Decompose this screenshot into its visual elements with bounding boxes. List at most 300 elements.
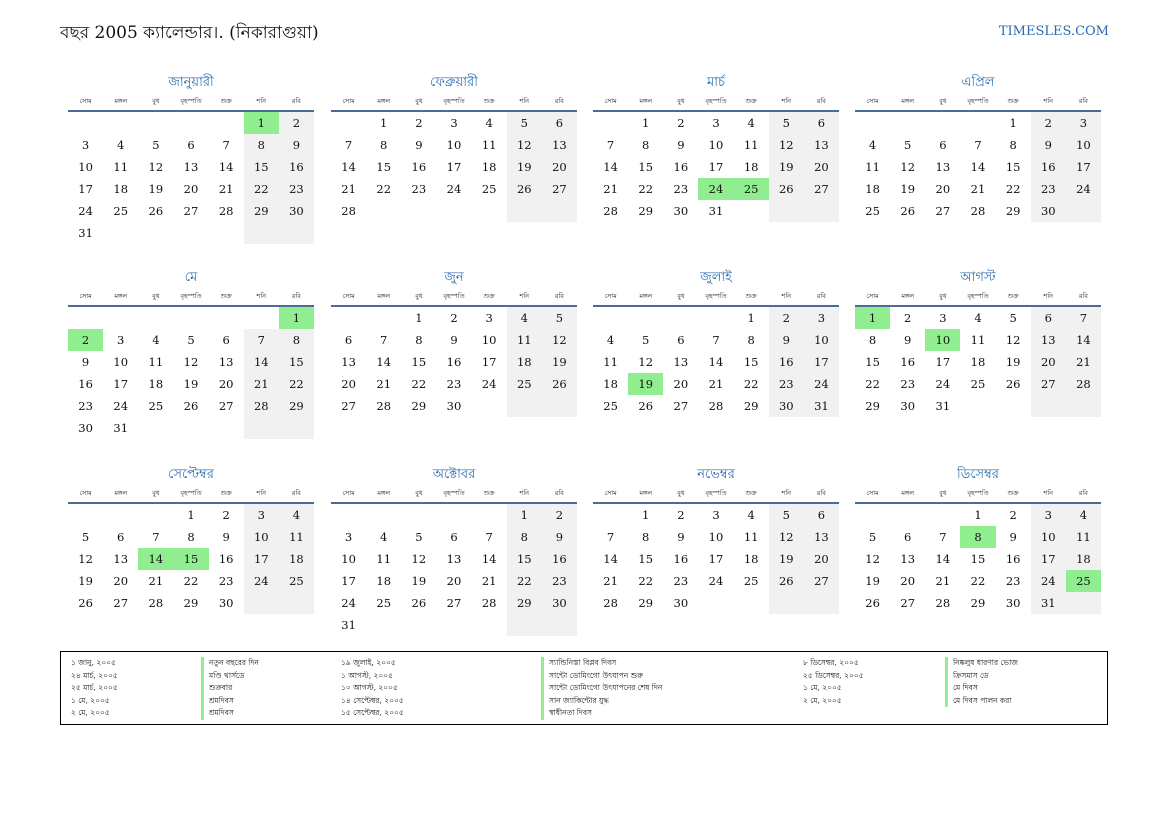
day-cell: 21 bbox=[970, 182, 986, 196]
day-cell: 16 bbox=[1005, 552, 1021, 566]
weekday-label: শুক্র bbox=[220, 97, 232, 105]
day-cell: 10 bbox=[1031, 526, 1066, 548]
day-cell: 10 bbox=[78, 160, 93, 174]
empty-cell bbox=[173, 112, 208, 134]
day-cell: 3 bbox=[344, 530, 353, 544]
day-cell: 31 bbox=[708, 204, 724, 218]
day-cell: 16 bbox=[218, 552, 234, 566]
legend-date: ২৪ মার্চ, ২০০৫ bbox=[71, 670, 118, 680]
weekday-label: বুধ bbox=[677, 292, 685, 300]
day-cell: 5 bbox=[152, 138, 160, 152]
weekday-label: মঙ্গল bbox=[901, 97, 915, 105]
weekday-label: সোম bbox=[866, 292, 879, 300]
day-cell: 25 bbox=[970, 377, 986, 391]
day-cell: 22 bbox=[183, 574, 199, 588]
weekday-label: শনি bbox=[256, 97, 267, 105]
empty-cell bbox=[472, 614, 507, 636]
legend-holiday-name: ক্রিসমাস ডে bbox=[945, 670, 1018, 683]
weekday-header bbox=[331, 93, 577, 112]
day-cell: 28 bbox=[218, 204, 234, 218]
empty-cell bbox=[138, 222, 173, 244]
day-cell: 25 bbox=[603, 399, 618, 413]
weekday-label: সোম bbox=[604, 489, 617, 497]
day-cell: 2 bbox=[904, 311, 912, 325]
empty-cell bbox=[103, 112, 138, 134]
day-cell: 15 bbox=[411, 355, 427, 369]
day-cell: 18 bbox=[507, 351, 542, 373]
day-cell: 6 bbox=[939, 138, 947, 152]
day-cell: 9 bbox=[769, 329, 804, 351]
empty-cell bbox=[68, 307, 103, 329]
day-cell: 1 bbox=[642, 508, 650, 522]
day-cell: 1 bbox=[244, 112, 279, 134]
day-cell: 13 bbox=[804, 526, 839, 548]
day-cell: 26 bbox=[507, 178, 542, 200]
day-cell: 26 bbox=[900, 204, 916, 218]
day-cell: 9 bbox=[1009, 530, 1017, 544]
legend-date: ১ মে, ২০০৫ bbox=[803, 683, 842, 692]
empty-cell bbox=[769, 592, 804, 614]
day-cell: 31 bbox=[1031, 592, 1066, 614]
empty-cell bbox=[138, 417, 173, 439]
month-name: মে bbox=[184, 270, 198, 285]
day-cell: 24 bbox=[113, 399, 129, 413]
day-cell: 20 bbox=[218, 377, 234, 391]
empty-cell bbox=[855, 504, 890, 526]
empty-cell bbox=[593, 504, 628, 526]
legend-date: ১৪ সেপ্টেম্বর, ২০০৫ bbox=[341, 695, 404, 705]
day-cell: 17 bbox=[708, 552, 724, 566]
day-cell: 29 bbox=[1005, 204, 1021, 218]
empty-cell bbox=[244, 307, 279, 329]
day-cell: 4 bbox=[606, 333, 615, 347]
month-name: আগস্ট bbox=[960, 270, 996, 285]
weekday-label: বুধ bbox=[415, 489, 423, 497]
day-cell: 8 bbox=[642, 138, 650, 152]
empty-cell bbox=[542, 614, 577, 636]
empty-cell bbox=[173, 307, 208, 329]
day-cell: 13 bbox=[113, 552, 129, 566]
weekday-label: বুধ bbox=[415, 97, 423, 105]
day-cell: 21 bbox=[603, 574, 618, 588]
day-cell: 31 bbox=[804, 395, 839, 417]
day-cell: 23 bbox=[78, 399, 93, 413]
day-cell: 22 bbox=[376, 182, 392, 196]
empty-cell bbox=[925, 504, 960, 526]
day-cell: 11 bbox=[603, 355, 618, 369]
day-cell: 5 bbox=[642, 333, 650, 347]
day-cell: 3 bbox=[81, 138, 90, 152]
empty-cell bbox=[960, 395, 995, 417]
day-cell: 3 bbox=[1031, 504, 1066, 526]
day-cell: 27 bbox=[218, 399, 234, 413]
day-cell: 17 bbox=[446, 160, 462, 174]
day-cell: 9 bbox=[677, 138, 685, 152]
day-grid bbox=[855, 112, 1101, 222]
weekday-header bbox=[593, 93, 839, 112]
day-cell: 23 bbox=[1005, 574, 1021, 588]
day-cell: 20 bbox=[183, 182, 199, 196]
day-cell: 2 bbox=[542, 504, 577, 526]
month-block bbox=[68, 268, 314, 439]
day-cell: 1 bbox=[855, 307, 890, 329]
month-name: জানুয়ারী bbox=[168, 75, 214, 90]
day-cell: 12 bbox=[865, 552, 880, 566]
day-cell: 8 bbox=[415, 333, 423, 347]
weekday-label: বৃহস্পতি bbox=[443, 292, 465, 300]
empty-cell bbox=[890, 504, 925, 526]
month-block bbox=[68, 465, 314, 614]
empty-cell bbox=[1066, 200, 1101, 222]
day-cell: 15 bbox=[507, 548, 542, 570]
weekday-label: বুধ bbox=[939, 292, 947, 300]
day-cell: 16 bbox=[900, 355, 916, 369]
day-cell: 28 bbox=[341, 204, 356, 218]
month-name: অক্টোবর bbox=[432, 467, 476, 482]
holiday-legend bbox=[60, 651, 1108, 725]
day-cell: 28 bbox=[481, 596, 497, 610]
empty-cell bbox=[698, 307, 733, 329]
day-cell: 18 bbox=[865, 182, 880, 196]
legend-holiday-name: সান্টো ডোমিংগো উৎযাপনের শেষ দিন bbox=[541, 682, 662, 695]
day-cell: 6 bbox=[677, 333, 685, 347]
day-cell: 5 bbox=[507, 112, 542, 134]
weekday-label: রবি bbox=[554, 292, 564, 300]
day-cell: 3 bbox=[485, 311, 493, 325]
empty-cell bbox=[855, 112, 890, 134]
day-cell: 13 bbox=[935, 160, 951, 174]
day-cell: 21 bbox=[481, 574, 497, 588]
day-grid bbox=[593, 307, 839, 417]
day-cell: 6 bbox=[187, 138, 195, 152]
day-cell: 15 bbox=[173, 548, 208, 570]
legend-holiday-name: শ্রমদিবস bbox=[201, 695, 259, 708]
day-cell: 20 bbox=[113, 574, 129, 588]
weekday-label: বৃহস্পতি bbox=[180, 489, 202, 497]
day-cell: 10 bbox=[804, 329, 839, 351]
weekday-label: বুধ bbox=[677, 489, 685, 497]
month-block bbox=[331, 268, 577, 417]
day-cell: 1 bbox=[415, 311, 423, 325]
weekday-label: বৃহস্পতি bbox=[967, 489, 989, 497]
empty-cell bbox=[542, 395, 577, 417]
weekday-label: রবি bbox=[1078, 292, 1088, 300]
day-cell: 20 bbox=[542, 156, 577, 178]
day-cell: 17 bbox=[78, 182, 93, 196]
day-cell: 28 bbox=[244, 395, 279, 417]
weekday-label: বৃহস্পতি bbox=[705, 97, 727, 105]
day-cell: 23 bbox=[1031, 178, 1066, 200]
legend-holiday-name: শুক্রবার bbox=[201, 682, 259, 695]
day-cell: 18 bbox=[743, 552, 759, 566]
day-cell: 14 bbox=[1066, 329, 1101, 351]
day-cell: 13 bbox=[673, 355, 689, 369]
day-cell: 7 bbox=[606, 138, 615, 152]
day-cell: 19 bbox=[900, 182, 916, 196]
weekday-label: মঙ্গল bbox=[377, 489, 391, 497]
day-cell: 13 bbox=[446, 552, 462, 566]
empty-cell bbox=[472, 504, 507, 526]
empty-cell bbox=[366, 504, 401, 526]
empty-cell bbox=[138, 112, 173, 134]
day-cell: 18 bbox=[603, 377, 618, 391]
day-cell: 19 bbox=[865, 574, 880, 588]
day-cell: 27 bbox=[183, 204, 199, 218]
day-cell: 18 bbox=[481, 160, 497, 174]
day-cell: 9 bbox=[1031, 134, 1066, 156]
weekday-label: বৃহস্পতি bbox=[705, 292, 727, 300]
day-cell: 6 bbox=[117, 530, 125, 544]
day-cell: 25 bbox=[507, 373, 542, 395]
day-cell: 3 bbox=[712, 116, 720, 130]
day-cell: 16 bbox=[78, 377, 93, 391]
day-cell: 29 bbox=[638, 596, 654, 610]
day-cell: 18 bbox=[970, 355, 986, 369]
day-cell: 2 bbox=[1009, 508, 1017, 522]
empty-cell bbox=[542, 200, 577, 222]
legend-holiday-name: নিষ্কলুষ ধারণার ভোজ bbox=[945, 657, 1018, 670]
day-cell: 29 bbox=[183, 596, 199, 610]
weekday-label: শনি bbox=[1043, 489, 1054, 497]
day-cell: 5 bbox=[769, 112, 804, 134]
day-cell: 1 bbox=[187, 508, 195, 522]
legend-holiday-name: মে দিবস bbox=[945, 682, 1018, 695]
empty-cell bbox=[209, 112, 244, 134]
empty-cell bbox=[472, 395, 507, 417]
day-cell: 10 bbox=[925, 329, 960, 351]
day-cell: 19 bbox=[628, 373, 663, 395]
day-cell: 23 bbox=[279, 178, 314, 200]
day-cell: 11 bbox=[1066, 526, 1101, 548]
month-name: জুলাই bbox=[700, 270, 732, 285]
day-cell: 24 bbox=[244, 570, 279, 592]
day-cell: 12 bbox=[900, 160, 916, 174]
day-cell: 16 bbox=[673, 160, 689, 174]
empty-cell bbox=[401, 504, 436, 526]
day-grid bbox=[593, 504, 839, 614]
weekday-label: বুধ bbox=[677, 97, 685, 105]
day-cell: 20 bbox=[804, 548, 839, 570]
weekday-label: সোম bbox=[866, 489, 879, 497]
day-cell: 26 bbox=[148, 204, 164, 218]
day-cell: 3 bbox=[244, 504, 279, 526]
day-cell: 14 bbox=[138, 548, 173, 570]
day-cell: 13 bbox=[218, 355, 234, 369]
day-cell: 4 bbox=[974, 311, 982, 325]
day-grid bbox=[855, 504, 1101, 614]
weekday-label: বৃহস্পতি bbox=[180, 97, 202, 105]
day-cell: 17 bbox=[1031, 548, 1066, 570]
day-cell: 8 bbox=[507, 526, 542, 548]
day-cell: 10 bbox=[708, 138, 724, 152]
legend-date: ২ মে, ২০০৫ bbox=[803, 695, 842, 705]
day-cell: 25 bbox=[376, 596, 392, 610]
month-block bbox=[855, 268, 1101, 417]
day-cell: 24 bbox=[446, 182, 462, 196]
day-cell: 26 bbox=[411, 596, 427, 610]
day-cell: 14 bbox=[481, 552, 497, 566]
month-block bbox=[593, 268, 839, 417]
day-cell: 8 bbox=[279, 329, 314, 351]
day-cell: 13 bbox=[183, 160, 199, 174]
weekday-label: রবি bbox=[1078, 97, 1088, 105]
empty-cell bbox=[209, 307, 244, 329]
day-cell: 24 bbox=[481, 377, 497, 391]
day-cell: 15 bbox=[244, 156, 279, 178]
empty-cell bbox=[401, 614, 436, 636]
day-cell: 14 bbox=[218, 160, 234, 174]
weekday-label: শনি bbox=[519, 489, 530, 497]
day-cell: 14 bbox=[935, 552, 951, 566]
day-cell: 15 bbox=[638, 552, 654, 566]
day-cell: 24 bbox=[1031, 570, 1066, 592]
day-cell: 18 bbox=[113, 182, 129, 196]
legend-names-3 bbox=[945, 657, 1018, 707]
empty-cell bbox=[366, 614, 401, 636]
day-cell: 31 bbox=[78, 226, 93, 240]
month-name: নভেম্বর bbox=[697, 467, 735, 482]
day-cell: 29 bbox=[279, 395, 314, 417]
brand-link[interactable]: TIMESLES.COM bbox=[998, 24, 1109, 39]
day-cell: 3 bbox=[712, 508, 720, 522]
day-cell: 29 bbox=[970, 596, 986, 610]
day-cell: 9 bbox=[450, 333, 458, 347]
weekday-label: বুধ bbox=[415, 292, 423, 300]
day-cell: 15 bbox=[376, 160, 392, 174]
day-cell: 24 bbox=[935, 377, 951, 391]
empty-cell bbox=[68, 112, 103, 134]
day-cell: 28 bbox=[603, 204, 618, 218]
day-cell: 30 bbox=[78, 421, 93, 435]
day-grid bbox=[68, 307, 314, 439]
day-cell: 22 bbox=[507, 570, 542, 592]
day-cell: 2 bbox=[1031, 112, 1066, 134]
day-cell: 18 bbox=[148, 377, 164, 391]
weekday-label: শনি bbox=[781, 97, 792, 105]
day-cell: 5 bbox=[868, 530, 877, 544]
day-cell: 23 bbox=[542, 570, 577, 592]
empty-cell bbox=[507, 200, 542, 222]
day-cell: 4 bbox=[747, 508, 755, 522]
day-cell: 3 bbox=[1066, 112, 1101, 134]
empty-cell bbox=[68, 504, 103, 526]
day-cell: 21 bbox=[708, 377, 724, 391]
weekday-label: শনি bbox=[1043, 97, 1054, 105]
day-cell: 10 bbox=[481, 333, 497, 347]
day-cell: 11 bbox=[113, 160, 129, 174]
day-cell: 12 bbox=[769, 526, 804, 548]
day-cell: 15 bbox=[279, 351, 314, 373]
day-grid bbox=[68, 504, 314, 614]
empty-cell bbox=[436, 614, 471, 636]
day-cell: 8 bbox=[642, 530, 650, 544]
weekday-label: শুক্র bbox=[483, 292, 495, 300]
day-cell: 30 bbox=[673, 204, 689, 218]
day-cell: 22 bbox=[865, 377, 880, 391]
day-cell: 10 bbox=[244, 526, 279, 548]
day-cell: 2 bbox=[68, 329, 103, 351]
day-cell: 30 bbox=[1031, 200, 1066, 222]
weekday-label: বৃহস্পতি bbox=[705, 489, 727, 497]
day-cell: 23 bbox=[218, 574, 234, 588]
day-cell: 29 bbox=[244, 200, 279, 222]
empty-cell bbox=[279, 417, 314, 439]
weekday-label: শুক্র bbox=[745, 489, 757, 497]
weekday-label: রবি bbox=[554, 489, 564, 497]
empty-cell bbox=[103, 222, 138, 244]
legend-dates-2 bbox=[341, 657, 404, 720]
day-cell: 21 bbox=[148, 574, 164, 588]
day-cell: 22 bbox=[638, 182, 654, 196]
day-cell: 25 bbox=[113, 204, 129, 218]
day-cell: 3 bbox=[939, 311, 947, 325]
day-cell: 23 bbox=[411, 182, 427, 196]
day-cell: 26 bbox=[78, 596, 93, 610]
day-cell: 10 bbox=[708, 530, 724, 544]
legend-names-2 bbox=[541, 657, 662, 720]
month-block bbox=[855, 73, 1101, 222]
day-cell: 10 bbox=[1066, 134, 1101, 156]
month-name: ডিসেম্বর bbox=[957, 467, 999, 482]
day-cell: 13 bbox=[1031, 329, 1066, 351]
day-cell: 7 bbox=[380, 333, 388, 347]
day-cell: 17 bbox=[113, 377, 129, 391]
day-cell: 7 bbox=[939, 530, 947, 544]
day-cell: 30 bbox=[446, 399, 462, 413]
empty-cell bbox=[138, 504, 173, 526]
day-cell: 10 bbox=[341, 552, 356, 566]
weekday-label: মঙ্গল bbox=[639, 489, 653, 497]
day-cell: 6 bbox=[804, 504, 839, 526]
day-cell: 21 bbox=[935, 574, 951, 588]
weekday-label: শনি bbox=[781, 292, 792, 300]
weekday-header bbox=[68, 93, 314, 112]
empty-cell bbox=[960, 112, 995, 134]
empty-cell bbox=[628, 307, 663, 329]
day-cell: 29 bbox=[638, 204, 654, 218]
day-cell: 12 bbox=[183, 355, 199, 369]
day-cell: 16 bbox=[673, 552, 689, 566]
day-cell: 10 bbox=[446, 138, 462, 152]
weekday-label: শনি bbox=[519, 292, 530, 300]
weekday-label: বৃহস্পতি bbox=[443, 97, 465, 105]
legend-date: ১০ আগস্ট, ২০০৫ bbox=[341, 683, 398, 692]
day-cell: 27 bbox=[341, 399, 356, 413]
day-cell: 14 bbox=[603, 552, 618, 566]
day-cell: 7 bbox=[485, 530, 493, 544]
day-cell: 12 bbox=[769, 134, 804, 156]
day-cell: 7 bbox=[244, 329, 279, 351]
day-cell: 7 bbox=[712, 333, 720, 347]
day-cell: 6 bbox=[904, 530, 912, 544]
day-cell: 19 bbox=[183, 377, 199, 391]
day-cell: 2 bbox=[677, 508, 685, 522]
empty-cell bbox=[1066, 395, 1101, 417]
day-cell: 17 bbox=[804, 351, 839, 373]
legend-date: ১৫ সেপ্টেম্বর, ২০০৫ bbox=[341, 708, 404, 717]
day-cell: 19 bbox=[1005, 355, 1021, 369]
legend-names-1 bbox=[201, 657, 259, 720]
day-cell: 26 bbox=[542, 373, 577, 395]
day-cell: 3 bbox=[117, 333, 125, 347]
day-cell: 27 bbox=[113, 596, 129, 610]
day-cell: 8 bbox=[960, 526, 995, 548]
day-cell: 4 bbox=[485, 116, 493, 130]
day-cell: 21 bbox=[603, 182, 618, 196]
day-cell: 14 bbox=[376, 355, 392, 369]
day-cell: 3 bbox=[450, 116, 458, 130]
day-cell: 16 bbox=[542, 548, 577, 570]
